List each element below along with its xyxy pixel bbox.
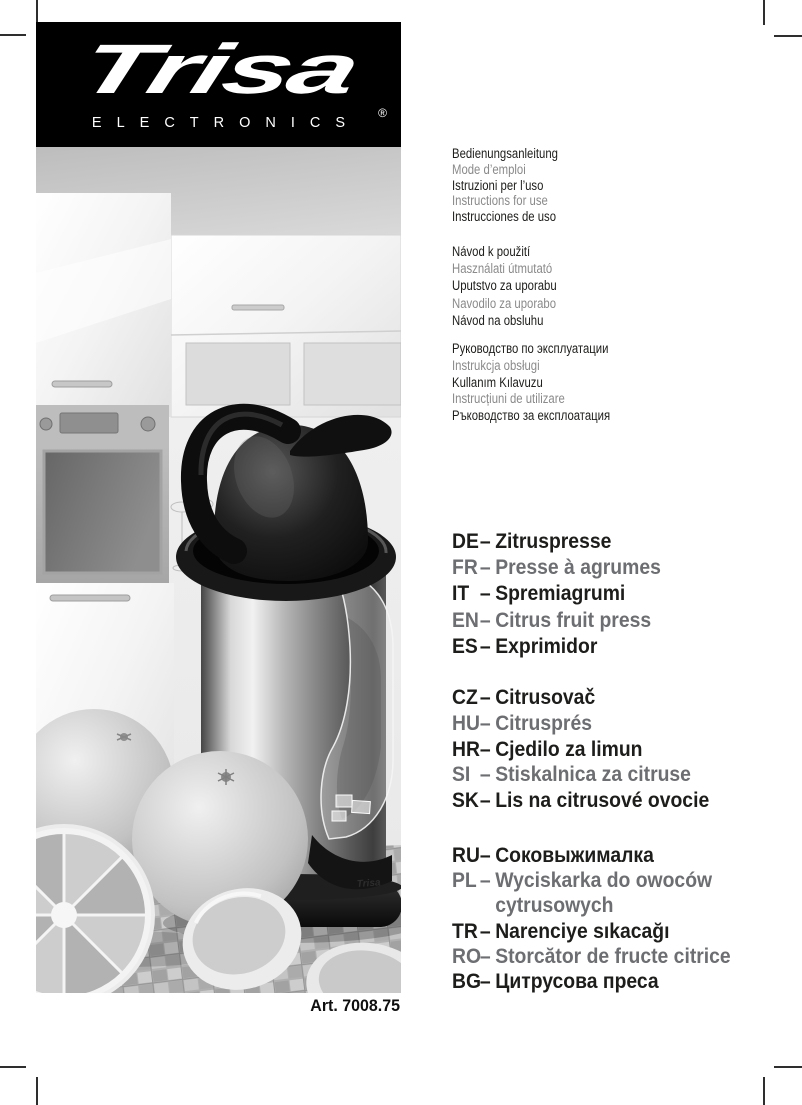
dash: – — [479, 529, 491, 553]
product-name: Citrus fruit press — [495, 607, 652, 632]
crop-mark-top-right-vertical — [763, 0, 765, 25]
product-name-row — [452, 554, 661, 580]
body-engraving: Trisa — [356, 877, 381, 890]
manual-title: Bedienungsanleitung — [452, 146, 558, 161]
product-name-row — [452, 919, 731, 944]
product-name: Presse à agrumes — [495, 555, 661, 580]
oven — [36, 405, 169, 583]
manual-title: Kullanım Kılavuzu — [452, 374, 543, 390]
registered-trademark-symbol: ® — [378, 106, 387, 120]
manual-title: Návod na obsluhu — [452, 312, 544, 328]
product-name-row — [452, 737, 709, 763]
manual-title: Руководство по эксплуатации — [452, 341, 609, 356]
product-name: Соковыжималка — [495, 843, 654, 867]
product-name-row — [452, 633, 661, 659]
manual-titles-group-1 — [452, 146, 558, 225]
product-name: Wyciskarka do owoców — [495, 868, 713, 893]
language-code: SI — [452, 762, 471, 787]
article-number: Art. 7008.75 — [310, 996, 400, 1015]
product-name-row — [452, 969, 731, 994]
manual-title: Istruzioni per l’uso — [452, 177, 544, 193]
language-code: DE — [452, 529, 479, 553]
cabinet-handle — [52, 381, 112, 387]
dash: – — [479, 843, 491, 867]
product-names-group-1 — [452, 528, 661, 659]
manual-title: Mode d’emploi — [452, 161, 526, 177]
cabinet-handle — [232, 305, 284, 310]
product-name-row — [452, 868, 731, 893]
product-name-row — [452, 528, 661, 554]
language-code: CZ — [452, 685, 478, 709]
product-name-wrap: cytrusowych — [495, 893, 614, 918]
dash: – — [479, 581, 491, 606]
crop-mark-bottom-left-vertical — [36, 1077, 38, 1105]
language-code: BG — [452, 969, 482, 994]
dash: – — [479, 633, 491, 658]
product-name-row — [452, 843, 731, 868]
product-name-row — [452, 762, 709, 788]
manual-titles-group-2 — [452, 243, 557, 329]
dash: – — [479, 685, 491, 709]
language-code: IT — [452, 581, 470, 606]
cabinet-glass-panel — [304, 343, 401, 405]
language-code: RU — [452, 843, 480, 867]
product-name: Spremiagrumi — [495, 581, 626, 606]
product-name: Zitruspresse — [495, 529, 612, 553]
crop-mark-bottom-right-horizontal — [774, 1066, 802, 1068]
language-code: SK — [452, 788, 479, 813]
product-name: Stiskalnica za citruse — [495, 762, 691, 787]
dash: – — [479, 710, 491, 735]
language-code: HR — [452, 736, 480, 761]
language-code: EN — [452, 607, 479, 632]
language-code: FR — [452, 555, 478, 580]
product-name-row — [452, 607, 661, 633]
manual-title: Instrucțiuni de utilizare — [452, 391, 565, 407]
product-name-row — [452, 788, 709, 814]
cabinet-glass-panel — [186, 343, 290, 405]
product-name: Narenciye sıkacağı — [495, 918, 670, 943]
product-name-row-continuation — [452, 893, 731, 918]
product-name: Storcător de fructe citrice — [495, 943, 731, 968]
crop-mark-top-right-horizontal — [774, 35, 802, 37]
oven-display — [60, 413, 118, 433]
dash: – — [479, 555, 491, 580]
manual-title: Navodilo za uporabo — [452, 295, 557, 311]
dash: – — [479, 607, 491, 632]
dash: – — [479, 788, 491, 813]
product-names-group-3 — [452, 843, 731, 994]
manual-title: Instrukcja obsługi — [452, 357, 540, 373]
product-name-row — [452, 580, 661, 606]
product-name: Citrusprés — [495, 710, 592, 735]
kitchen-scene-illustration — [36, 147, 401, 993]
product-name-row — [452, 685, 709, 711]
dash: – — [479, 868, 491, 893]
crop-mark-bottom-right-vertical — [763, 1077, 765, 1105]
product-name: Cjedilo za limun — [495, 736, 643, 761]
dash: – — [479, 736, 491, 761]
brand-subtitle: ELECTRONICS — [91, 115, 361, 131]
crop-mark-bottom-left-horizontal — [0, 1066, 26, 1068]
cabinet-handle — [50, 595, 130, 601]
product-names-group-2 — [452, 685, 709, 814]
crop-mark-top-left-horizontal — [0, 34, 26, 36]
product-name-row — [452, 711, 709, 737]
product-photo — [36, 147, 401, 993]
manual-title: Ръководство за експлоатация — [452, 408, 611, 424]
language-code: HU — [452, 710, 480, 735]
brand-wordmark: Trisa — [69, 30, 368, 108]
dash: – — [479, 762, 491, 787]
product-name: Citrusovač — [495, 685, 596, 709]
oven-knob — [40, 418, 52, 430]
language-code: ES — [452, 633, 478, 658]
dash: – — [479, 943, 491, 968]
oven-knob — [141, 417, 155, 431]
brand-wordmark-wrap — [36, 30, 401, 108]
manual-title: Návod k použití — [452, 244, 531, 259]
manual-title: Használati útmutató — [452, 261, 553, 277]
product-name: Exprimidor — [495, 633, 598, 658]
manual-title: Uputstvo za uporabu — [452, 278, 557, 294]
dash: – — [479, 918, 491, 943]
language-code: PL — [452, 868, 477, 893]
brand-logo-box — [36, 22, 401, 147]
manual-title: Instructions for use — [452, 193, 548, 209]
manual-title: Instrucciones de uso — [452, 209, 557, 225]
product-name: Lis na citrusové ovocie — [495, 788, 710, 813]
oven-window — [44, 451, 161, 573]
product-name: Цитрусова преса — [495, 969, 659, 994]
manual-titles-group-3 — [452, 341, 610, 425]
dash: – — [479, 969, 491, 994]
product-name-row — [452, 944, 731, 969]
language-code: TR — [452, 918, 478, 943]
language-code: RO — [452, 943, 482, 968]
